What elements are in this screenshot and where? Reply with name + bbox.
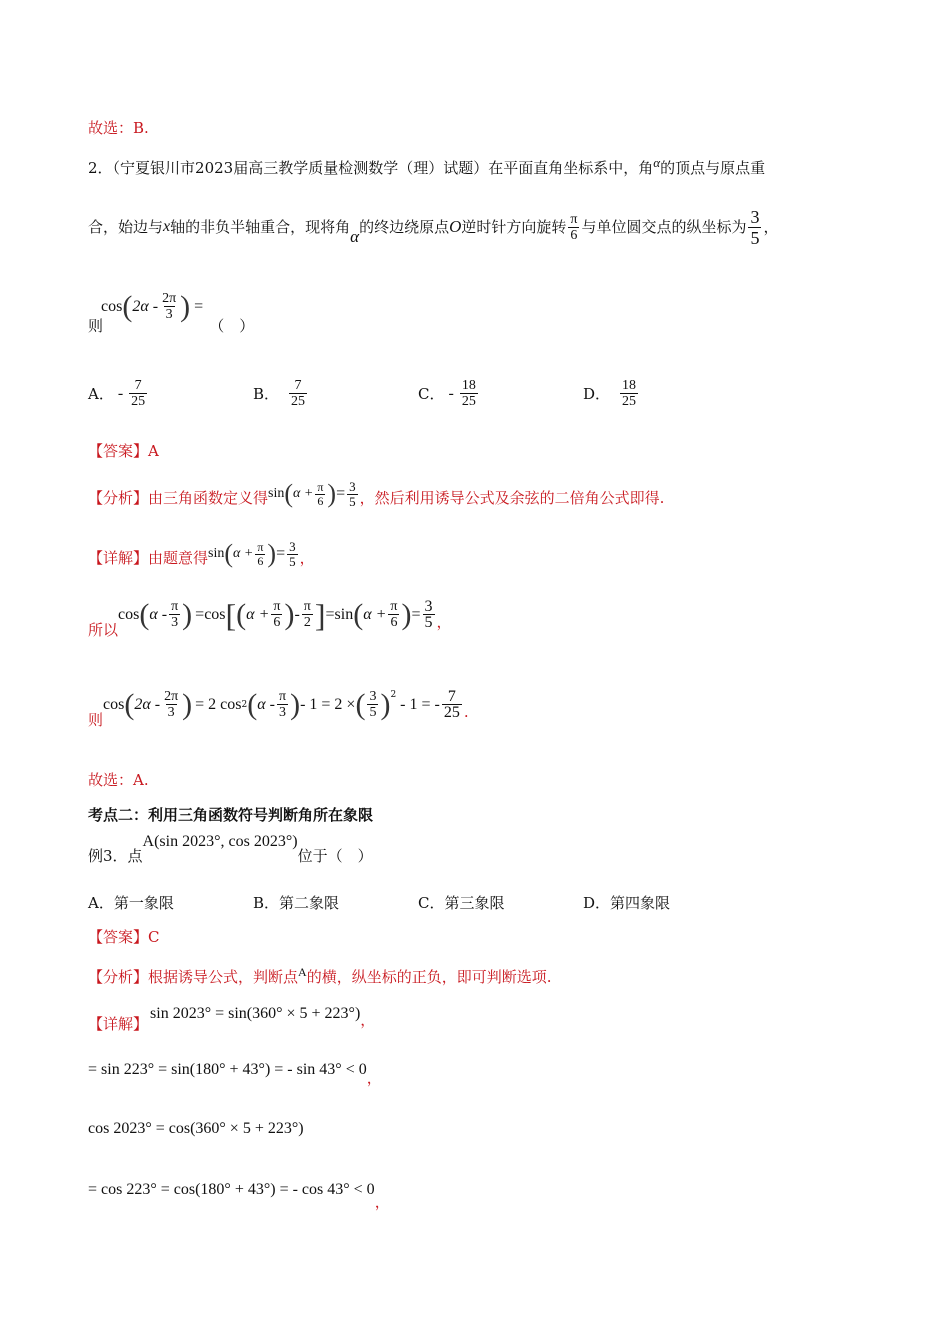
alpha-symbol: α [653, 155, 661, 170]
alpha-plus: α + [363, 605, 387, 623]
frac-num: 3 [369, 689, 377, 704]
equals: = [195, 605, 205, 623]
suoyi-text: 所以 [88, 621, 119, 639]
fraction-pi-6 [271, 599, 282, 630]
frac-den: 6 [257, 553, 264, 568]
fraction-pi-6 [255, 541, 265, 568]
select-line-1: 故选：B. [88, 119, 149, 137]
detail-text: 由题意得 [148, 549, 209, 567]
frac-num: 3 [349, 478, 356, 494]
option-c[interactable] [418, 378, 480, 409]
frac-num: π [390, 599, 398, 614]
paren-left: ( [247, 687, 258, 721]
question-2-line-2 [88, 205, 779, 249]
option-label: C． [418, 385, 445, 403]
frac-den: 5 [750, 227, 760, 248]
paren-left: ( [139, 597, 150, 631]
equals: = [194, 297, 204, 315]
sin-text: sin [208, 546, 225, 561]
option-fraction [129, 378, 147, 409]
alpha-symbol: α [350, 227, 360, 246]
fraction-2pi-3 [160, 291, 178, 322]
comma: ， [374, 1193, 390, 1211]
example-label: 例3．点 [88, 847, 143, 865]
text-ze: 则 [88, 317, 104, 335]
alpha-plus: α + [293, 486, 314, 501]
paren-right: ) [180, 289, 191, 323]
frac-num: 3 [424, 598, 433, 615]
fraction-pi-6 [315, 481, 325, 508]
frac-den: 5 [424, 614, 433, 631]
fraction-3-5 [423, 599, 435, 630]
option-a[interactable] [88, 378, 149, 409]
option-text: 第二象限 [279, 894, 340, 912]
frac-num: 18 [622, 378, 637, 393]
detail-head: 【详解】 [88, 549, 149, 567]
x-symbol: x [163, 218, 171, 235]
frac-num: 7 [294, 378, 302, 393]
equation-line-1: sin 2023° = sin(360° × 5 + 223°) [150, 1005, 361, 1022]
frac-den: 25 [443, 704, 460, 721]
point-a-symbol: A [298, 965, 307, 979]
frac-num: 3 [289, 538, 296, 554]
option-sign: - [448, 384, 454, 402]
question-text: （宁夏银川市2023届高三教学质量检测数学（理）试题）在平面直角坐标系中，角 [112, 159, 654, 177]
comma: ， [366, 1069, 382, 1087]
comma: ， [360, 1011, 376, 1029]
fraction-pi-3 [169, 599, 180, 630]
option-label: B． [253, 385, 280, 403]
option-d[interactable] [583, 378, 640, 409]
paren-left: ( [353, 597, 364, 631]
example-tail: 位于（ ） [297, 847, 373, 865]
paren-right: ) [267, 539, 277, 568]
bracket-left: [ [225, 596, 237, 633]
fraction-pi-2 [302, 599, 313, 630]
option-d-q3[interactable] [583, 892, 670, 913]
expr-ze [103, 689, 464, 720]
question-number: 2． [88, 159, 113, 177]
option-label: C． [418, 894, 445, 912]
paren-right: ) [327, 479, 337, 508]
frac-num: π [273, 599, 281, 614]
analysis-line-2 [88, 476, 664, 520]
equation-row-3 [88, 1118, 304, 1139]
option-text: 第四象限 [610, 894, 671, 912]
frac-den: 6 [570, 227, 578, 243]
alpha-minus: α - [149, 605, 168, 623]
expr-sin-alpha-pi6-b [208, 540, 300, 569]
text-span: 的终边绕原点 [359, 218, 450, 236]
alpha-minus: α - [257, 695, 275, 713]
suoyi-line [88, 594, 452, 642]
fraction-3-5 [367, 689, 378, 720]
frac-num: π [570, 211, 578, 227]
equation-line-4: = cos 223° = cos(180° + 43°) = - cos 43° < 0 [88, 1181, 375, 1198]
paren-left: ( [122, 289, 133, 323]
answer-bracket: （ ） [209, 317, 255, 335]
frac-num: 7 [134, 378, 142, 393]
bracket-right: ] [314, 596, 326, 633]
frac-den: 25 [291, 394, 306, 409]
expr-cos-2alpha [101, 291, 203, 322]
equation-row-4 [88, 1178, 390, 1212]
paren-left: ( [236, 597, 247, 631]
detail-line-3 [88, 996, 375, 1036]
paren-right: ) [182, 687, 193, 721]
option-text: 第三象限 [444, 894, 505, 912]
analysis-head: 【分析】 [88, 489, 149, 507]
frac-den: 5 [369, 705, 377, 720]
option-label: A． [88, 894, 114, 912]
square-sup: 2 [390, 689, 397, 700]
option-label: D． [583, 894, 611, 912]
option-fraction [460, 378, 478, 409]
frac-den: 5 [349, 493, 356, 509]
frac-den: 3 [171, 615, 179, 630]
fraction-3-5 [287, 540, 298, 569]
expr-suoyi [118, 596, 437, 633]
frac-den: 6 [390, 615, 398, 630]
cos-text: cos [118, 605, 140, 623]
frac-den: 6 [273, 615, 281, 630]
fraction-pi-6 [388, 599, 399, 630]
frac-num: π [278, 689, 287, 704]
analysis-head: 【分析】 [88, 968, 149, 986]
frac-num: 3 [750, 206, 760, 227]
example-3-line [88, 826, 373, 866]
minus: - [294, 605, 300, 623]
paren-left: ( [224, 539, 234, 568]
frac-den: 25 [622, 394, 637, 409]
alpha-plus: α + [246, 605, 270, 623]
point-expression: A(sin 2023°, cos 2023°) [142, 833, 298, 850]
frac-den: 6 [317, 493, 324, 508]
expr-2alpha: 2α - [132, 297, 159, 315]
analysis-text: 由三角函数定义得 [148, 489, 269, 507]
frac-num: 7 [447, 688, 456, 705]
cos-text: cos [101, 297, 123, 315]
expr-sin-alpha-pi6 [268, 480, 360, 509]
frac-num: 2π [162, 291, 177, 306]
minus-1-equals: - 1 = - [400, 695, 440, 713]
analysis-line-3 [88, 962, 551, 987]
analysis-text: 根据诱导公式，判断点 [148, 968, 299, 986]
option-fraction [289, 378, 307, 409]
equation-row-2 [88, 1056, 382, 1088]
frac-den: 25 [461, 394, 476, 409]
paren-right: ) [380, 687, 391, 721]
equals: = [336, 485, 346, 502]
option-label: A． [88, 385, 114, 403]
frac-den: 25 [131, 394, 146, 409]
fraction-3-5 [748, 207, 761, 248]
ze-text: 则 [88, 711, 104, 729]
fraction-7-25 [442, 689, 462, 720]
equation-line-2: = sin 223° = sin(180° + 43°) = - sin 43° < 0 [88, 1061, 367, 1078]
option-a-q3[interactable] [88, 892, 174, 913]
option-b-q3[interactable] [253, 892, 339, 913]
frac-den: 3 [167, 705, 175, 720]
paren-left: ( [124, 687, 135, 721]
option-c-q3[interactable] [418, 892, 505, 913]
option-b[interactable] [253, 378, 309, 409]
equals: = [411, 605, 421, 623]
paren-right: ) [290, 687, 301, 721]
alpha-plus: α + [233, 546, 254, 561]
equals: = [325, 605, 335, 623]
equation-line-3: cos 2023° = cos(360° × 5 + 223°) [88, 1120, 304, 1137]
question-2-line-1 [88, 153, 765, 178]
paren-left: ( [284, 479, 294, 508]
comma: ， [299, 549, 315, 567]
frac-den: 3 [279, 705, 287, 720]
answer-line-3: 【答案】C [88, 928, 160, 946]
text-span: 与单位圆交点的纵坐标为 [581, 218, 747, 236]
question-2-line-3 [88, 290, 254, 338]
comma: ， [763, 218, 779, 236]
frac-den: 5 [289, 553, 296, 569]
frac-den: 2 [303, 615, 311, 630]
analysis-text-cont: 的横，纵坐标的正负，即可判断选项. [306, 968, 552, 986]
section-heading: 考点二：利用三角函数符号判断角所在象限 [88, 806, 374, 824]
minus-1-times: - 1 = 2 × [300, 695, 356, 713]
frac-num: π [257, 539, 264, 554]
equals-2cos: = 2 cos [195, 695, 242, 713]
detail-head: 【详解】 [88, 1015, 149, 1033]
fraction-3-5 [347, 480, 358, 509]
expr-2alpha: 2α - [134, 695, 161, 713]
paren-left: ( [355, 687, 366, 721]
sin-text: sin [268, 486, 285, 501]
square-sup: 2 [241, 699, 248, 710]
equals: = [276, 545, 286, 562]
fraction-2pi-3 [162, 689, 180, 720]
analysis-text-cont: ，然后利用诱导公式及余弦的二倍角公式即得. [359, 489, 665, 507]
cos-text: cos [204, 605, 226, 623]
frac-num: π [303, 599, 311, 614]
frac-num: 18 [461, 378, 476, 393]
option-sign: - [117, 384, 124, 402]
option-text: 第一象限 [113, 894, 174, 912]
ze-line [88, 684, 469, 732]
frac-num: π [317, 479, 324, 494]
paren-right: ) [401, 597, 412, 631]
sin-text: sin [334, 605, 354, 623]
text-span: 逆时针方向旋转 [461, 218, 567, 236]
option-label: D． [583, 385, 611, 403]
option-label: B． [253, 894, 280, 912]
question-text-cont: 的顶点与原点重 [660, 159, 766, 177]
cos-text: cos [103, 695, 125, 713]
paren-right: ) [284, 597, 295, 631]
origin-symbol: O [449, 217, 462, 236]
frac-den: 3 [165, 307, 173, 322]
option-fraction [620, 378, 638, 409]
frac-num: 2π [164, 689, 179, 704]
period: . [463, 703, 469, 721]
comma: ， [436, 613, 452, 631]
frac-num: π [171, 599, 179, 614]
answer-line-2: 【答案】A [88, 442, 159, 460]
fraction-pi-6 [568, 212, 579, 243]
select-line-2: 故选：A. [88, 771, 149, 789]
fraction-pi-3 [277, 689, 288, 720]
text-span: 轴的非负半轴重合，现将角 [170, 218, 351, 236]
paren-right: ) [182, 597, 193, 631]
text-span: 合，始边与 [88, 218, 164, 236]
detail-line-2 [88, 536, 315, 580]
